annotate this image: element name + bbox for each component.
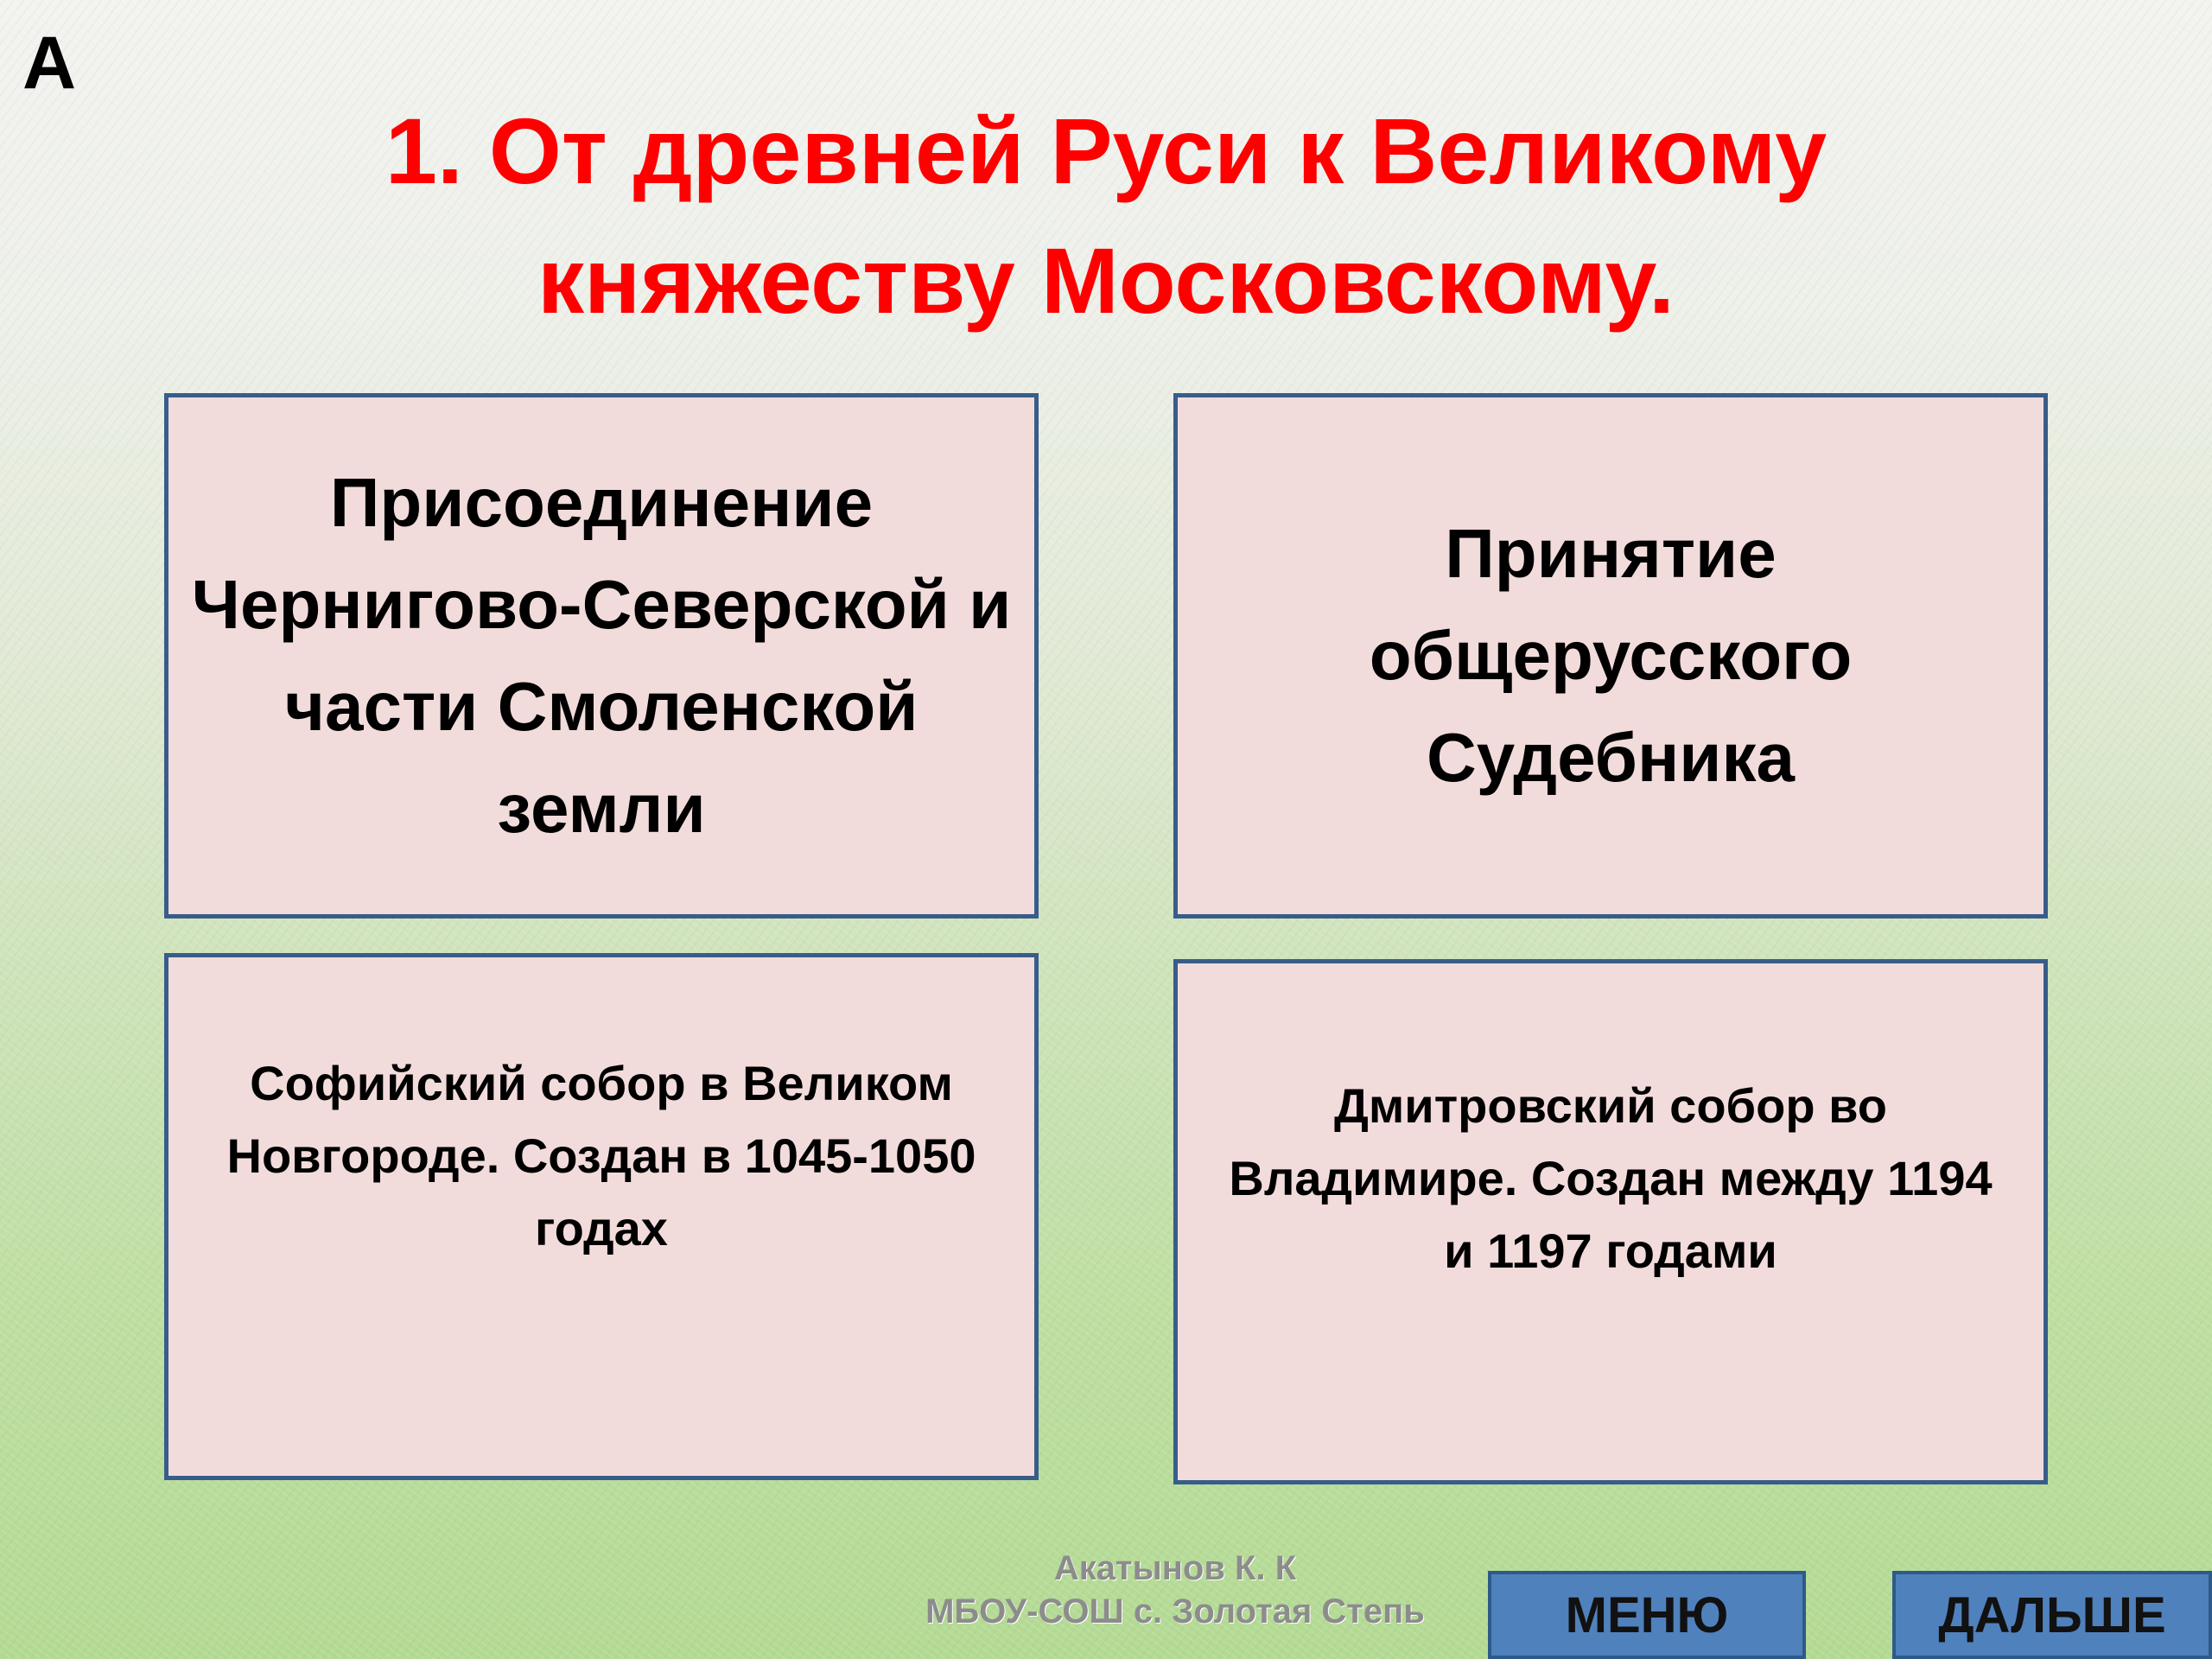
answer-card-3-text: Софийский собор в Великом Новгороде. Создан в 1045-1050 годах bbox=[226, 1056, 976, 1255]
school-name: МБОУ-СОШ с. Золотая Степь bbox=[925, 1592, 1425, 1630]
answer-card-2[interactable] bbox=[1173, 393, 2048, 918]
answer-card-3[interactable] bbox=[164, 953, 1039, 1480]
answer-card-4-text: Дмитровский собор во Владимире. Создан между 1194 и 1197 годами bbox=[1229, 1078, 1993, 1278]
answer-card-1[interactable] bbox=[164, 393, 1039, 918]
answer-card-2-text: Принятие общерусского Судебника bbox=[1369, 515, 1853, 796]
slide-title-line-2: княжеству Московскому. bbox=[537, 228, 1675, 333]
next-button[interactable]: ДАЛЬШЕ bbox=[1892, 1571, 2212, 1659]
answer-card-4[interactable] bbox=[1173, 959, 2048, 1484]
answer-card-1-text: Присоединение Чернигово-Северской и части Смоленской земли bbox=[191, 464, 1012, 847]
slide-title bbox=[207, 86, 2005, 346]
author-name: Акатынов К. К bbox=[1053, 1549, 1297, 1587]
slide-title-line-1: 1. От древней Руси к Великому bbox=[385, 99, 1827, 203]
variant-letter: А bbox=[22, 22, 77, 105]
menu-button[interactable]: МЕНЮ bbox=[1488, 1571, 1806, 1659]
author-credit bbox=[864, 1547, 1486, 1633]
